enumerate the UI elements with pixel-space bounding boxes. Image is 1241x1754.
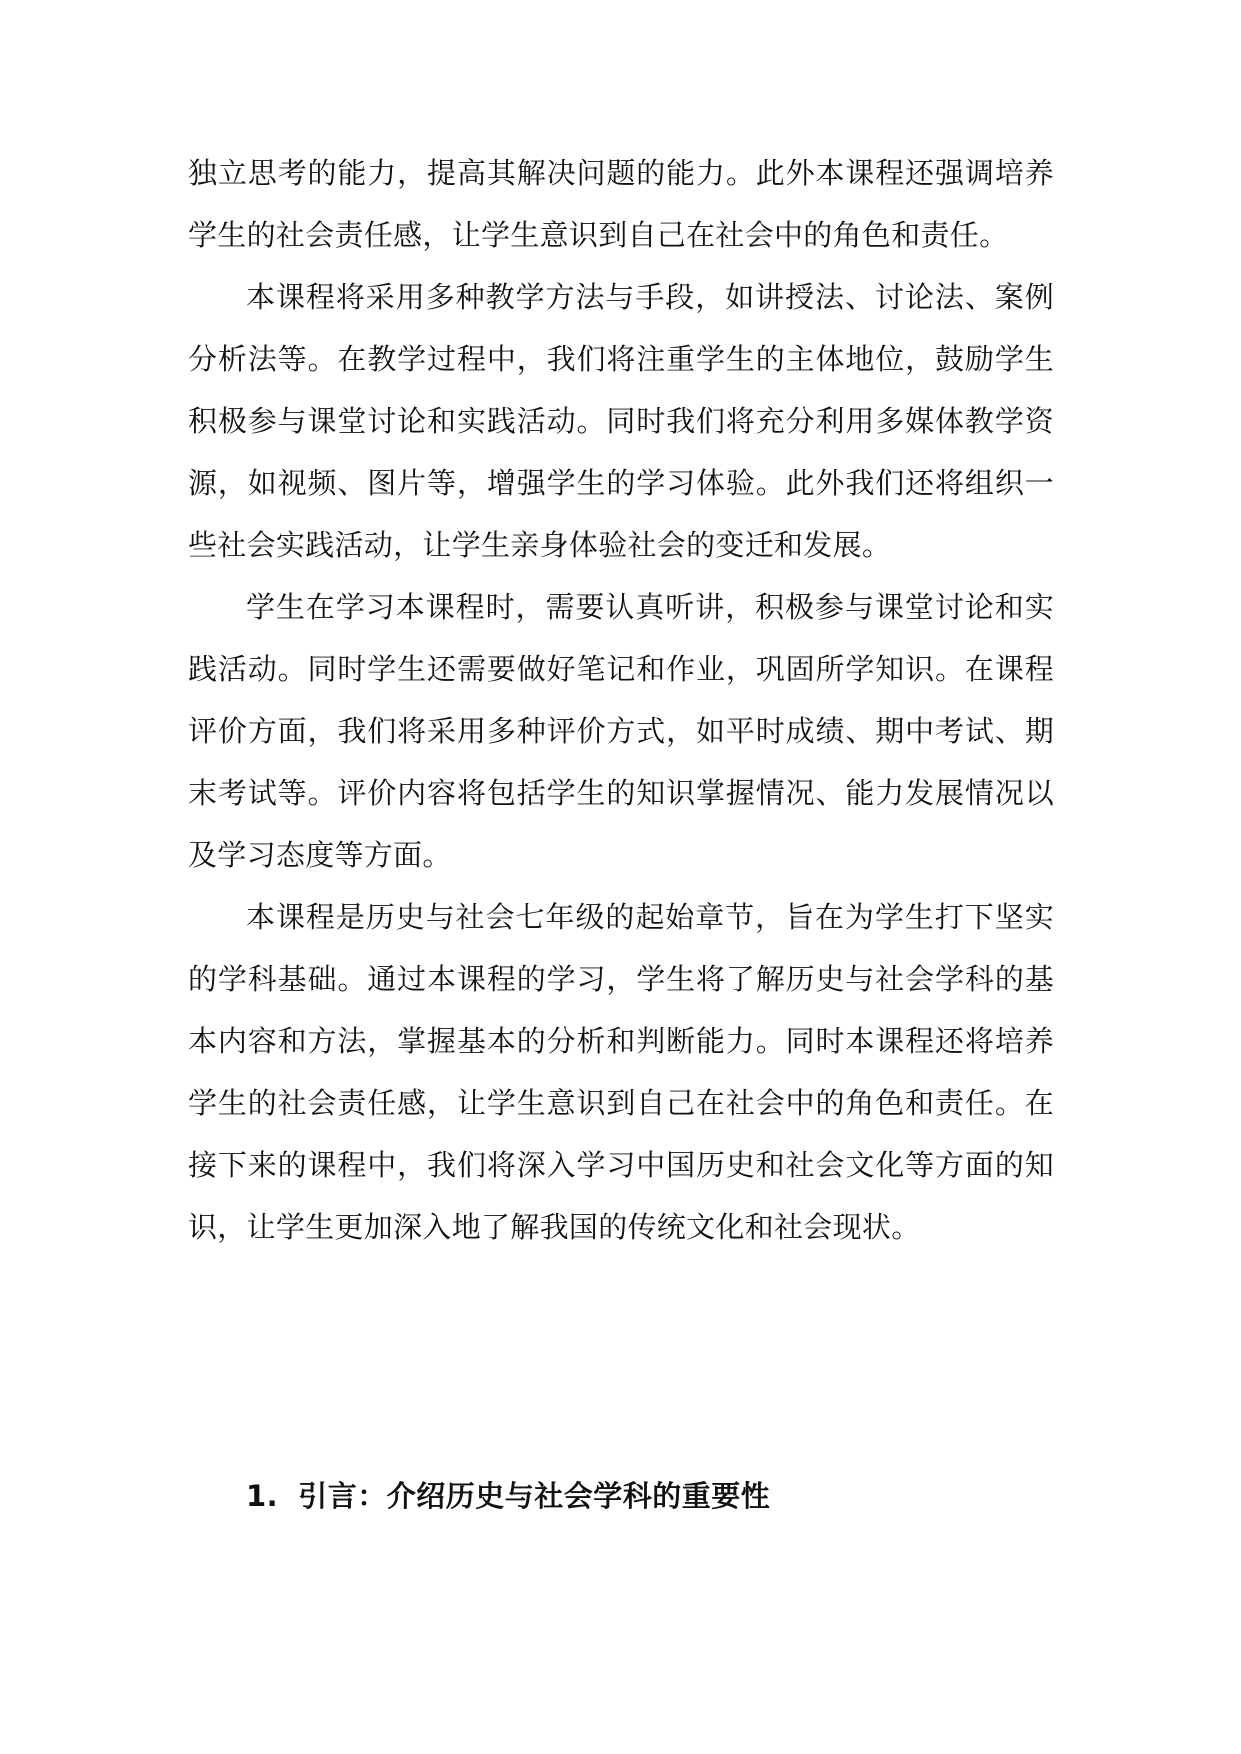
paragraph-student-requirements: 学生在学习本课程时，需要认真听讲，积极参与课堂讨论和实践活动。同时学生还需要做好笔记和作业，巩固所学知识。在课程评价方面，我们将采用多种评价方式，如平时成绩、期中考试、期末考试等。评价内容将包括学生的知识掌握情况、能力发展情况以及学习态度等方面。 <box>188 590 1054 872</box>
paragraph-continuation: 独立思考的能力，提高其解决问题的能力。此外本课程还强调培养学生的社会责任感，让学生意识到自己在社会中的角色和责任。 <box>188 156 1054 252</box>
paragraph-course-summary: 本课程是历史与社会七年级的起始章节，旨在为学生打下坚实的学科基础。通过本课程的学习，学生将了解历史与社会学科的基本内容和方法，掌握基本的分析和判断能力。同时本课程还将培养学生的社会责任感，让学生意识到自己在社会中的角色和责任。在接下来的课程中，我们将深入学习中国历史和社会文化等方面的知识，让学生更加深入地了解我国的传统文化和社会现状。 <box>188 900 1054 1244</box>
paragraph-teaching-methods: 本课程将采用多种教学方法与手段，如讲授法、讨论法、案例分析法等。在教学过程中，我们将注重学生的主体地位，鼓励学生积极参与课堂讨论和实践活动。同时我们将充分利用多媒体教学资源，如视频、图片等，增强学生的学习体验。此外我们还将组织一些社会实践活动，让学生亲身体验社会的变迁和发展。 <box>188 280 1054 562</box>
section-number: 1. <box>246 1479 279 1513</box>
section-heading <box>246 1476 770 1516</box>
document-body <box>188 142 1054 1258</box>
section-title: 引言：介绍历史与社会学科的重要性 <box>298 1479 771 1513</box>
